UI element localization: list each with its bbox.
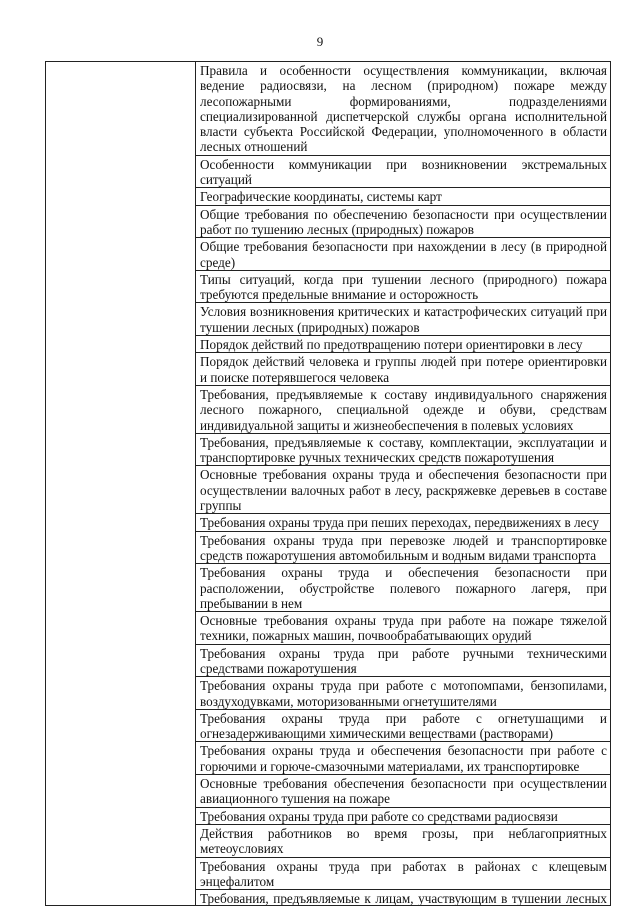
row-text: Требования, предъявляемые к лицам, участвующим в тушении лесных <box>200 891 607 906</box>
page-number: 9 <box>316 34 324 49</box>
table-cell <box>196 775 611 808</box>
table-cell <box>196 188 611 205</box>
row-text: Требования охраны труда и обеспечения безопасности при расположении, обустройстве полевого пожарного лагеря, при пребывании в нем <box>200 565 607 611</box>
table-cell <box>196 433 611 466</box>
table-cell <box>196 155 611 188</box>
table-cell <box>196 514 611 531</box>
row-text: Требования, предъявляемые к составу индивидуального снаряжения лесного пожарного, специальной одежде и обуви, средствам индивидуальной защиты и жизнеобеспечения в полевых условиях <box>200 386 607 433</box>
table-cell <box>196 890 611 906</box>
row-text: Действия работников во время грозы, при неблагоприятных метеоусловиях <box>200 825 607 857</box>
content-table <box>45 61 611 906</box>
row-text: Требования охраны труда и обеспечения безопасности при работе с горючими и горюче-смазочными материалами, их транспортировке <box>200 743 607 774</box>
row-text: Требования, предъявляемые к составу, комплектации, эксплуатации и транспортировке ручных технических средств пожаротушения <box>200 434 607 466</box>
table-cell <box>196 205 611 238</box>
row-text: Требования охраны труда при пеших переходах, передвижениях в лесу <box>200 515 600 531</box>
table-cell <box>196 336 611 353</box>
table-cell <box>196 238 611 271</box>
table-cell <box>196 353 611 386</box>
row-text: Основные требования обеспечения безопасности при осуществлении авиационного тушения на пожаре <box>200 776 607 807</box>
table-cell <box>196 564 611 612</box>
table-cell <box>196 857 611 890</box>
row-text: Требования охраны труда при работах в районах с клещевым энцефалитом <box>200 858 607 889</box>
table-cell <box>196 270 611 303</box>
table-cell <box>196 807 611 824</box>
row-text: Требования охраны труда при работе со средствами радиосвязи <box>200 808 558 824</box>
row-text: Правила и особенности осуществления коммуникации, включая ведение радиосвязи, на лесном (природном) пожаре между лесопожарными формированиями, подразделениями специализированной диспетчерской службы органа исполнительной власти субъекта Российской Федерации, уполномоченного в области лесных отношений <box>200 63 607 155</box>
row-text: Типы ситуаций, когда при тушении лесного (природного) пожара требуются предельные внимание и осторожность <box>200 271 607 303</box>
row-text: Требования охраны труда при перевозке людей и транспортировке средств пожаротушения автомобильным и водным видами транспорта <box>200 532 607 563</box>
table-cell <box>196 644 611 677</box>
table-cell <box>196 742 611 775</box>
row-text: Порядок действий по предотвращению потери ориентировки в лесу <box>200 337 583 353</box>
table-row <box>46 62 611 156</box>
row-text: Основные требования охраны труда и обеспечения безопасности при осуществлении валочных работ в лесу, раскряжевке деревьев в составе группы <box>200 467 607 514</box>
row-text: Основные требования охраны труда при работе на пожаре тяжелой техники, пожарных машин, почвообрабатывающих орудий <box>200 613 607 644</box>
row-text: Условия возникновения критических и катастрофических ситуаций при тушении лесных (природных) пожаров <box>200 304 607 335</box>
row-text: Порядок действий человека и группы людей при потере ориентировки и поиске потерявшегося человека <box>200 354 607 385</box>
row-text: Требования охраны труда при работе с огнетушащими и огнезадерживающими химическими веществами (растворами) <box>200 710 607 742</box>
row-text: Общие требования безопасности при нахождении в лесу (в природной среде) <box>200 239 607 270</box>
table-cell <box>196 677 611 710</box>
row-text: Особенности коммуникации при возникновении экстремальных ситуаций <box>200 156 607 188</box>
table-cell <box>196 303 611 336</box>
table-cell <box>196 466 611 514</box>
table-cell <box>196 62 611 156</box>
table-cell <box>196 531 611 564</box>
row-text: Требования охраны труда при работе ручными техническими средствами пожаротушения <box>200 645 607 676</box>
table-cell <box>196 709 611 742</box>
row-text: Географические координаты, системы карт <box>200 189 442 205</box>
table-cell <box>196 385 611 433</box>
left-column-cell <box>46 62 196 906</box>
row-text: Общие требования по обеспечению безопасности при осуществлении работ по тушению лесных (природных) пожаров <box>200 206 607 237</box>
table-cell <box>196 824 611 857</box>
table-cell <box>196 612 611 645</box>
row-text: Требования охраны труда при работе с мотопомпами, бензопилами, воздуходувками, моторизованными огнетушителями <box>200 678 607 709</box>
